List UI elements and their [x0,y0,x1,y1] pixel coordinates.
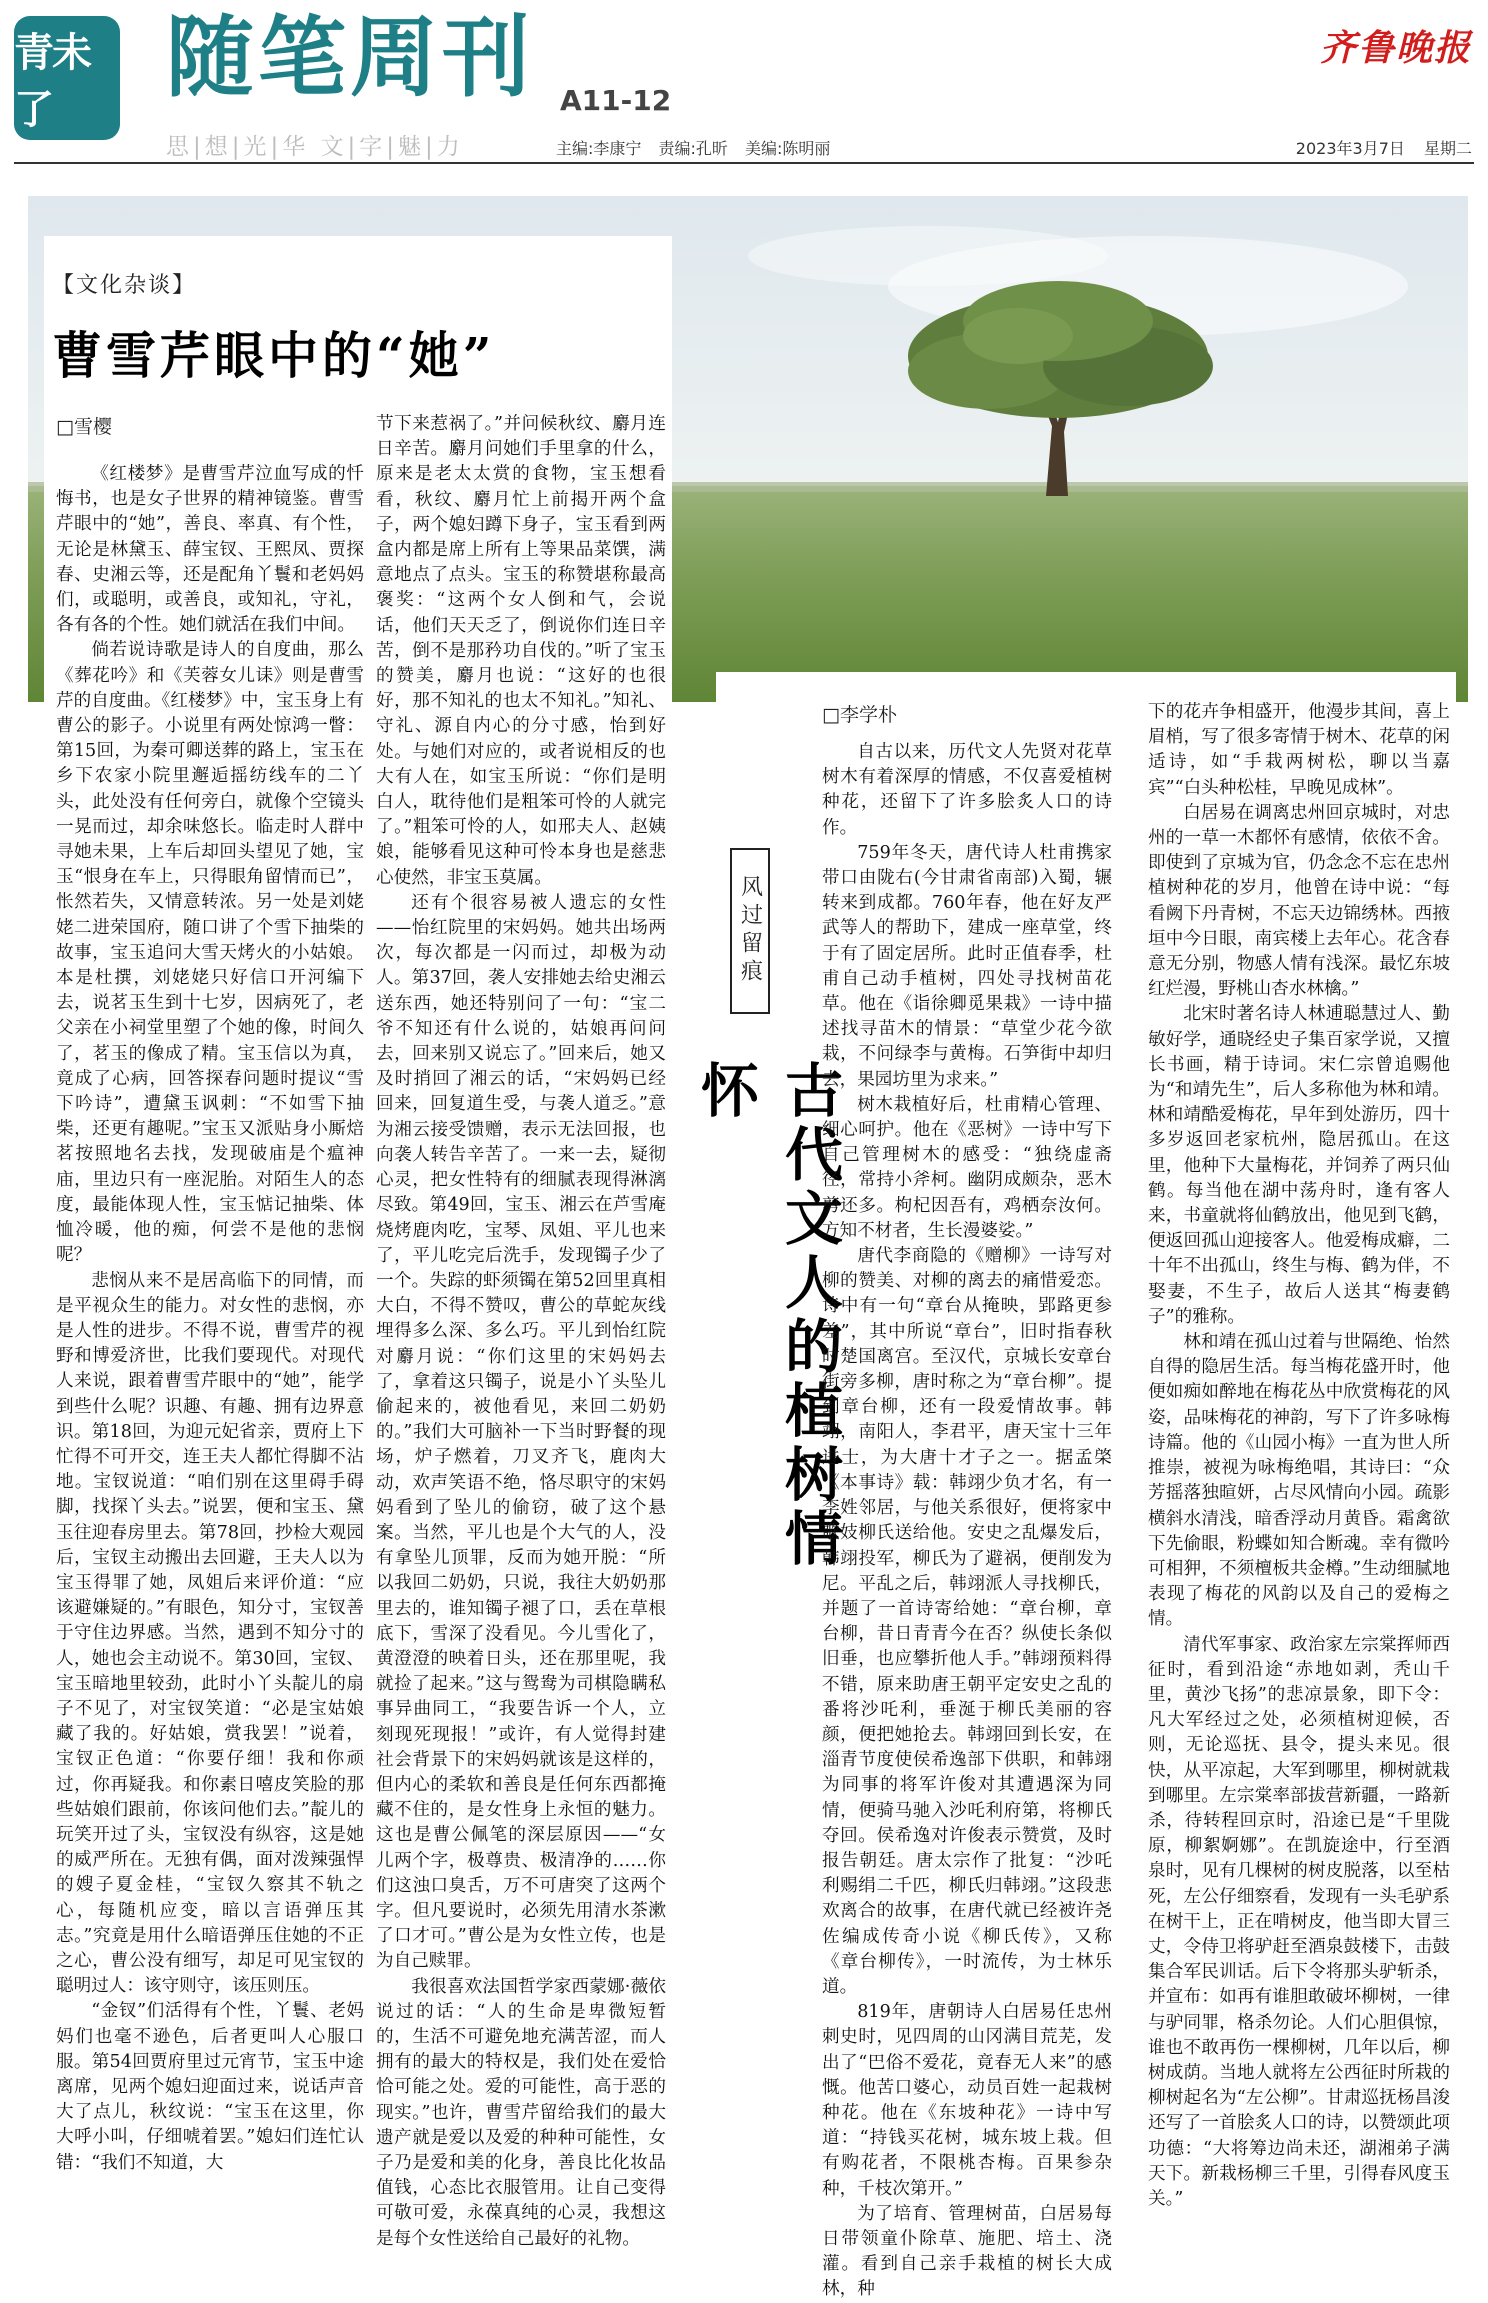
left-column-tag: 【文化杂谈】 [52,273,197,298]
issue-date-text: 2023年3月7日 [1295,139,1405,158]
paragraph: 为了培育、管理树苗，白居易每日带领童仆除草、施肥、培土、浇灌。看到自己亲手栽植的树长大成林，种 [822,2203,1112,2300]
left-article-column-1 [56,462,364,2176]
right-article-headline-text: 古代文人的植树情怀 [691,1060,843,1572]
left-article-author: □雪樱 [56,416,112,438]
paragraph: 还有个很容易被人遗忘的女性——怡红院里的宋妈妈。她共出场两次，每次都是一闪而过，却极为动人。第37回，袭人安排她去给史湘云送东西，她还特别问了一句：“宝二爷不知还有什么说的，姑娘再问问去，回来别又说忘了。”回来后，她又及时捎回了湘云的话，“宋妈妈已经回来，回复道生受，与袭人道乏。”意为湘云接受馈赠，表示无法回报，也向袭人转告辛苦了。一来一去，疑彻心灵，把女性特有的细腻表现得淋漓尽致。第49回，宝玉、湘云在芦雪庵烧烤鹿肉吃，宝琴、凤姐、平儿也来了，平儿吃完后洗手，发现镯子少了一个。失踪的虾须镯在第52回里真相大白，不得不赞叹，曹公的草蛇灰线埋得多么深、多么巧。平儿到怡红院对麝月说：“你们这里的宋妈妈去了，拿着这只镯子，说是小丫头坠儿偷起来的，被他看见，来回二奶奶的。”我们大可脑补一下当时野餐的现场，炉子燃着，刀叉齐飞，鹿肉大动，欢声笑语不绝，恪尽职守的宋妈妈看到了坠儿的偷窃，破了这个悬案。当然，平儿也是个大气的人，没有拿坠儿顶罪，反而为她开脱：“所以我回二奶奶，只说，我往大奶奶那里去的，谁知镯子褪了口，丢在草根底下，雪深了没看见。今儿雪化了，黄澄澄的映着日头，还在那里呢，我就捡了起来。”这与鸳鸯为司棋隐瞒私事异曲同工，“我要告诉一个人，立刻现死现报！”或许，有人觉得封建社会背景下的宋妈妈就该是这样的，但内心的柔软和善良是任何东西都掩藏不住的，是女性身上永恒的魅力。这也是曹公佩笔的深层原因——“女儿两个字，极尊贵、极清净的……你们这浊口臭舌，万不可唐突了这两个字。但凡要说时，必须先用清水茶漱了口才可。”曹公是为女性立传，也是为自己赎罪。 [376,892,666,1972]
section-logo-text: 青未了 [14,30,90,133]
paragraph: 悲悯从来不是居高临下的同情，而是平视众生的能力。对女性的悲悯，亦是人性的进步。不得不说，曹雪芹的视野和博爱济世，比我们要现代。对现代人来说，跟着曹雪芹眼中的“她”，能学到些什么呢？识趣、有趣、拥有边界意识。第18回，为迎元妃省亲，贾府上下忙得不可开交，连王夫人都忙得脚不沾地。宝钗说道：“咱们别在这里碍手碍脚，找探丫头去。”说罢，便和宝玉、黛玉往迎春房里去。第78回，抄检大观园后，宝钗主动搬出去回避，王夫人以为宝玉得罪了她，凤姐后来评价道：“应该避嫌疑的。”有眼色，知分寸，宝钗善于守住边界感。当然，遇到不知分寸的人，她也会主动说不。第30回，宝钗、宝玉暗地里较劲，此时小丫头靛儿的扇子不见了，对宝钗笑道：“必是宝姑娘藏了我的。好姑娘，赏我罢！”说着，宝钗正色道：“你要仔细！我和你顽过，你再疑我。和你素日嘻皮笑脸的那些姑娘们跟前，你该问他们去。”靛儿的玩笑开过了头，宝钗没有纵容，这是她的威严所在。无独有偶，面对泼辣强悍的嫂子夏金桂，“宝钗久察其不轨之心，每随机应变，暗以言语弹压其志。”究竟是用什么暗语弹压住她的不正之心，曹公没有细写，却足可见宝钗的聪明过人：该守则守，该压则压。 [56,1270,364,1997]
issue-date [1282,136,1472,159]
paragraph: 819年，唐朝诗人白居易任忠州刺史时，见四周的山冈满目荒芜，发出了“巴俗不爱花，竟春无人来”的感慨。他苦口婆心，动员百姓一起栽树种花。他在《东坡种花》一诗中写道：“持钱买花树，城东坡上栽。但有购花者，不限桃杏梅。百果参杂种，千枝次第开。” [822,2002,1112,2199]
paragraph: 节下来惹祸了。”并问候秋纹、麝月连日辛苦。麝月问她们手里拿的什么，原来是老太太赏的食物，宝玉想看看，秋纹、麝月忙上前揭开两个盒子，两个媳妇蹲下身子，宝玉看到两盒内都是席上所有上等果品菜馔，满意地点了点头。宝玉的称赞堪称最高褒奖：“这两个女人倒和气，会说话，他们天天乏了，倒说你们连日辛苦，倒不是那矜功自伐的。”听了宝玉的赞美，麝月也说：“这好的也很好，那不知礼的也太不知礼。”知礼、守礼、源自内心的分寸感，怡到好处。与她们对应的，或者说相反的也大有人在，如宝玉所说：“你们是明白人，耽待他们是粗笨可怜的人就完了。”粗笨可怜的人，如邢夫人、赵姨娘，能够看见这种可怜本身也是慈悲心使然，非宝玉莫属。 [376,414,666,888]
paragraph: 倘若说诗歌是诗人的自度曲，那么《葬花吟》和《芙蓉女儿诔》则是曹雪芹的自度曲。《红楼梦》中，宝玉身上有曹公的影子。小说里有两处惊鸿一瞥：第15回，为秦可卿送葬的路上，宝玉在乡下农家小院里邂逅摇纺线车的二丫头，此处没有任何旁白，就像个空镜头一晃而过，却余味悠长。临走时人群中寻她未果，上车后却回头望见了她，宝玉“恨身在车上，只得眼角留情而已”，怅然若失，又情意转浓。另一处是刘姥姥二进荣国府，随口讲了个雪下抽柴的故事，宝玉追问大雪天烤火的小姑娘。本是杜撰，刘姥姥只好信口开河编下去，说茗玉生到十七岁，因病死了，老父亲在小祠堂里塑了个她的像，时间久了，茗玉的像成了精。宝玉信以为真，竟成了心病，回答探春问题时提议“雪下吟诗”，遭黛玉讽刺：“不如雪下抽柴，还更有趣呢。”宝玉又派贴身小厮焙茗按照地名去找，发现破庙是个瘟神庙，里边只有一座泥胎。对陌生人的态度，最能体现人性，宝玉惦记抽柴、体恤冷暖，他的痴，何尝不是他的悲悯呢？ [56,640,364,1266]
right-column-tag [730,848,770,1014]
paragraph: 自古以来，历代文人先贤对花草树木有着深厚的情感，不仅喜爱植树种花，还留下了许多脍炙人口的诗作。 [822,742,1112,838]
paragraph: “金钗”们活得有个性，丫鬟、老妈妈们也毫不逊色，后者更叫人心服口服。第54回贾府里过元宵节，宝玉中途离席，见两个媳妇迎面过来，说话声音大了点儿，秋纹说：“宝玉在这里，你大呼小叫，仔细唬着罢。”媳妇们连忙认错：“我们不知道，大 [56,2001,364,2173]
left-article-column-2 [376,412,666,2249]
paragraph: 白居易在调离忠州回京城时，对忠州的一草一木都怀有感情，依依不舍。即使到了京城为官，仍念念不忘在忠州植树种花的岁月，他曾在诗中说：“每看阙下丹青树，不忘天边锦绣林。西掖垣中今日眼，南宾楼上去年心。花含春意无分别，物感人情有浅深。最忆东坡红烂漫，野桃山杏水林檎。” [1148,802,1450,1000]
page-number: A11-12 [560,84,672,117]
paragraph: 北宋时著名诗人林逋聪慧过人、勤敏好学，通晓经史子集百家学说，又擅长书画，精于诗词。宋仁宗曾追赐他为“和靖先生”，后人多称他为林和靖。林和靖酷爱梅花，早年到处游历，四十多岁返回老家杭州，隐居孤山。在这里，他种下大量梅花，并饲养了两只仙鹤。每当他在湖中荡舟时，逢有客人来，书童就将仙鹤放出，他见到飞鹤，便返回孤山迎接客人。他爱梅成癖，二十年不出孤山，终生与梅、鹤为伴，不娶妻，不生子，故后人送其“梅妻鹤子”的雅称。 [1148,1004,1450,1327]
right-article-author: □李学朴 [822,704,897,726]
masthead-divider [14,162,1474,164]
section-logo [14,16,120,140]
paragraph: 唐代李商隐的《赠柳》一诗写对柳的赞美、对柳的离去的痛惜爱恋。诗中有一句“章台从掩映，郢路更参差”，其中所说“章台”，旧时指春秋时楚国离宫。至汉代，京城长安章台街旁多柳，唐时称之为“章台柳”。提到章台柳，还有一段爱情故事。韩翊，南阳人，李君平，唐天宝十三年进士，为大唐十才子之一。据孟棨《本事诗》载：韩翊少负才名，有一李姓邻居，与他关系很好，便将家中歌妓柳氏送给他。安史之乱爆发后，韩翊投军，柳氏为了避祸，便削发为尼。平乱之后，韩翊派人寻找柳氏，并题了一首诗寄给她：“章台柳，章台柳，昔日青青今在否？纵使长条似旧垂，也应攀折他人手。”韩翊预料得不错，原来助唐王朝平定安史之乱的番将沙吒利，垂涎于柳氏美丽的容颜，便把她抢去。韩翊回到长安，在淄青节度使侯希逸部下供职，和韩翊为同事的将军许俊对其遭遇深为同情，便骑马驰入沙吒利府第，将柳氏夺回。侯希逸对许俊表示赞赏，及时报告朝廷。唐太宗作了批复：“沙吒利赐绢二千匹，柳氏归韩翊。”这段悲欢离合的故事，在唐代就已经被许尧佐编成传奇小说《柳氏传》，又称《章台柳传》，一时流传，为士林乐道。 [822,1246,1112,1997]
paragraph: 759年冬天，唐代诗人杜甫携家带口由陇右(今甘肃省南部)入蜀，辗转来到成都。760年春，他在好友严武等人的帮助下，建成一座草堂，终于有了固定居所。此时正值春季，杜甫自己动手植树，四处寻找树苗花草。他在《诣徐卿觅果栽》一诗中描述找寻苗木的情景：“草堂少花今欲栽，不问绿李与黄梅。石笋街中却归去，果园坊里为求来。” [822,842,1112,1090]
chief-editor: 主编:李康宁 [556,139,642,158]
newspaper-brand: 齐鲁晚报 [1319,27,1472,69]
paragraph: 清代军事家、政治家左宗棠挥师西征时，看到沿途“赤地如剥，秃山千里，黄沙飞扬”的悲凉景象，即下令：凡大军经过之处，必须植树迎候，否则，无论巡抚、县令，提头来见。很快，从平凉起，大军到哪里，柳树就栽到哪里。左宗棠率部拔营新疆，一路新杀，待转程回京时，沿途已是“千里陇原，柳絮婀娜”。在凯旋途中，行至酒泉时，见有几棵树的树皮脱落，以至枯死，左公仔细察看，发现有一头毛驴系在树干上，正在啃树皮，他当即大冒三丈，令侍卫将驴赶至酒泉鼓楼下，击鼓集合军民训话。后下令将那头驴斩杀，并宣布：如再有谁胆敢破坏柳树，一律与驴同罪，格杀勿论。人们心胆俱惊，谁也不敢再伤一棵柳树，几年以后，柳树成荫。当地人就将左公西征时所栽的柳树起名为“左公柳”。甘肃巡抚杨昌浚还写了一首脍炙人口的诗，以赞颂此项功德：“大将筹边尚未还，湖湘弟子满天下。新栽杨柳三千里，引得春风度玉关。” [1148,1634,1450,2209]
paragraph: 林和靖在孤山过着与世隔绝、怡然自得的隐居生活。每当梅花盛开时，他便如痴如醉地在梅花丛中欣赏梅花的风姿，品味梅花的神韵，写下了许多咏梅诗篇。他的《山园小梅》一直为世人所推崇，被视为咏梅绝唱，其诗曰：“众芳摇落独暄妍，占尽风情向小园。疏影横斜水清浅，暗香浮动月黄昏。霜禽欲下先偷眼，粉蝶如知合断魂。幸有微吟可相狎，不须檀板共金樽。”生动细腻地表现了梅花的风韵以及自己的爱梅之情。 [1148,1332,1450,1630]
right-column-tag-text: 风过留痕 [737,875,763,987]
paragraph: 树木栽植好后，杜甫精心管理、细心呵护。他在《恶树》一诗中写下自己管理树木的感受：“独绕虚斋径，常持小斧柯。幽阴成颇杂，恶木剪还多。枸杞因吾有，鸡栖奈汝何。方知不材者，生长漫婆娑。” [822,1094,1112,1241]
right-article-headline [691,1060,843,1580]
paragraph: 《红楼梦》是曹雪芹泣血写成的忏悔书，也是女子世界的精神镜鉴。曹雪芹眼中的“她”，善良、率真、有个性，无论是林黛玉、薛宝钗、王熙凤、贾探春、史湘云等，还是配角丫鬟和老妈妈们，或聪明，或善良，或知礼，守礼，各有各的个性。她们就活在我们中间。 [56,464,364,636]
left-article-headline: 曹雪芹眼中的“她” [52,326,496,385]
paragraph: 下的花卉争相盛开，他漫步其间，喜上眉梢，写了很多寄情于树木、花草的闲适诗，如“手栽两树松，聊以当嘉宾”“白头种松桂，早晚见成林”。 [1148,702,1450,798]
right-article-column-2 [1148,700,1450,2209]
responsible-editor: 责编:孔昕 [658,139,728,158]
section-title: 随笔周刊 [166,6,535,109]
issue-weekday: 星期二 [1423,139,1472,158]
art-editor: 美编:陈明丽 [745,139,831,158]
paragraph: 我很喜欢法国哲学家西蒙娜·薇依说过的话：“人的生命是卑微短暂的，生活不可避免地充满苦涩，而人拥有的最大的特权是，我们处在爱恰恰可能之处。爱的可能性，高于恶的现实。”也许，曹雪芹留给我们的最大遗产就是爱以及爱的种种可能性，女子乃是爱和美的化身，善良比化妆品值钱，心态比衣服管用。让自己变得可敬可爱，永葆真纯的心灵，我想这是每个女性送给自己最好的礼物。 [376,1976,666,2249]
right-article-column-1 [822,740,1112,2300]
editor-credits [556,136,842,159]
section-slogan: 思|想|光|华 文|字|魅|力 [166,134,464,160]
